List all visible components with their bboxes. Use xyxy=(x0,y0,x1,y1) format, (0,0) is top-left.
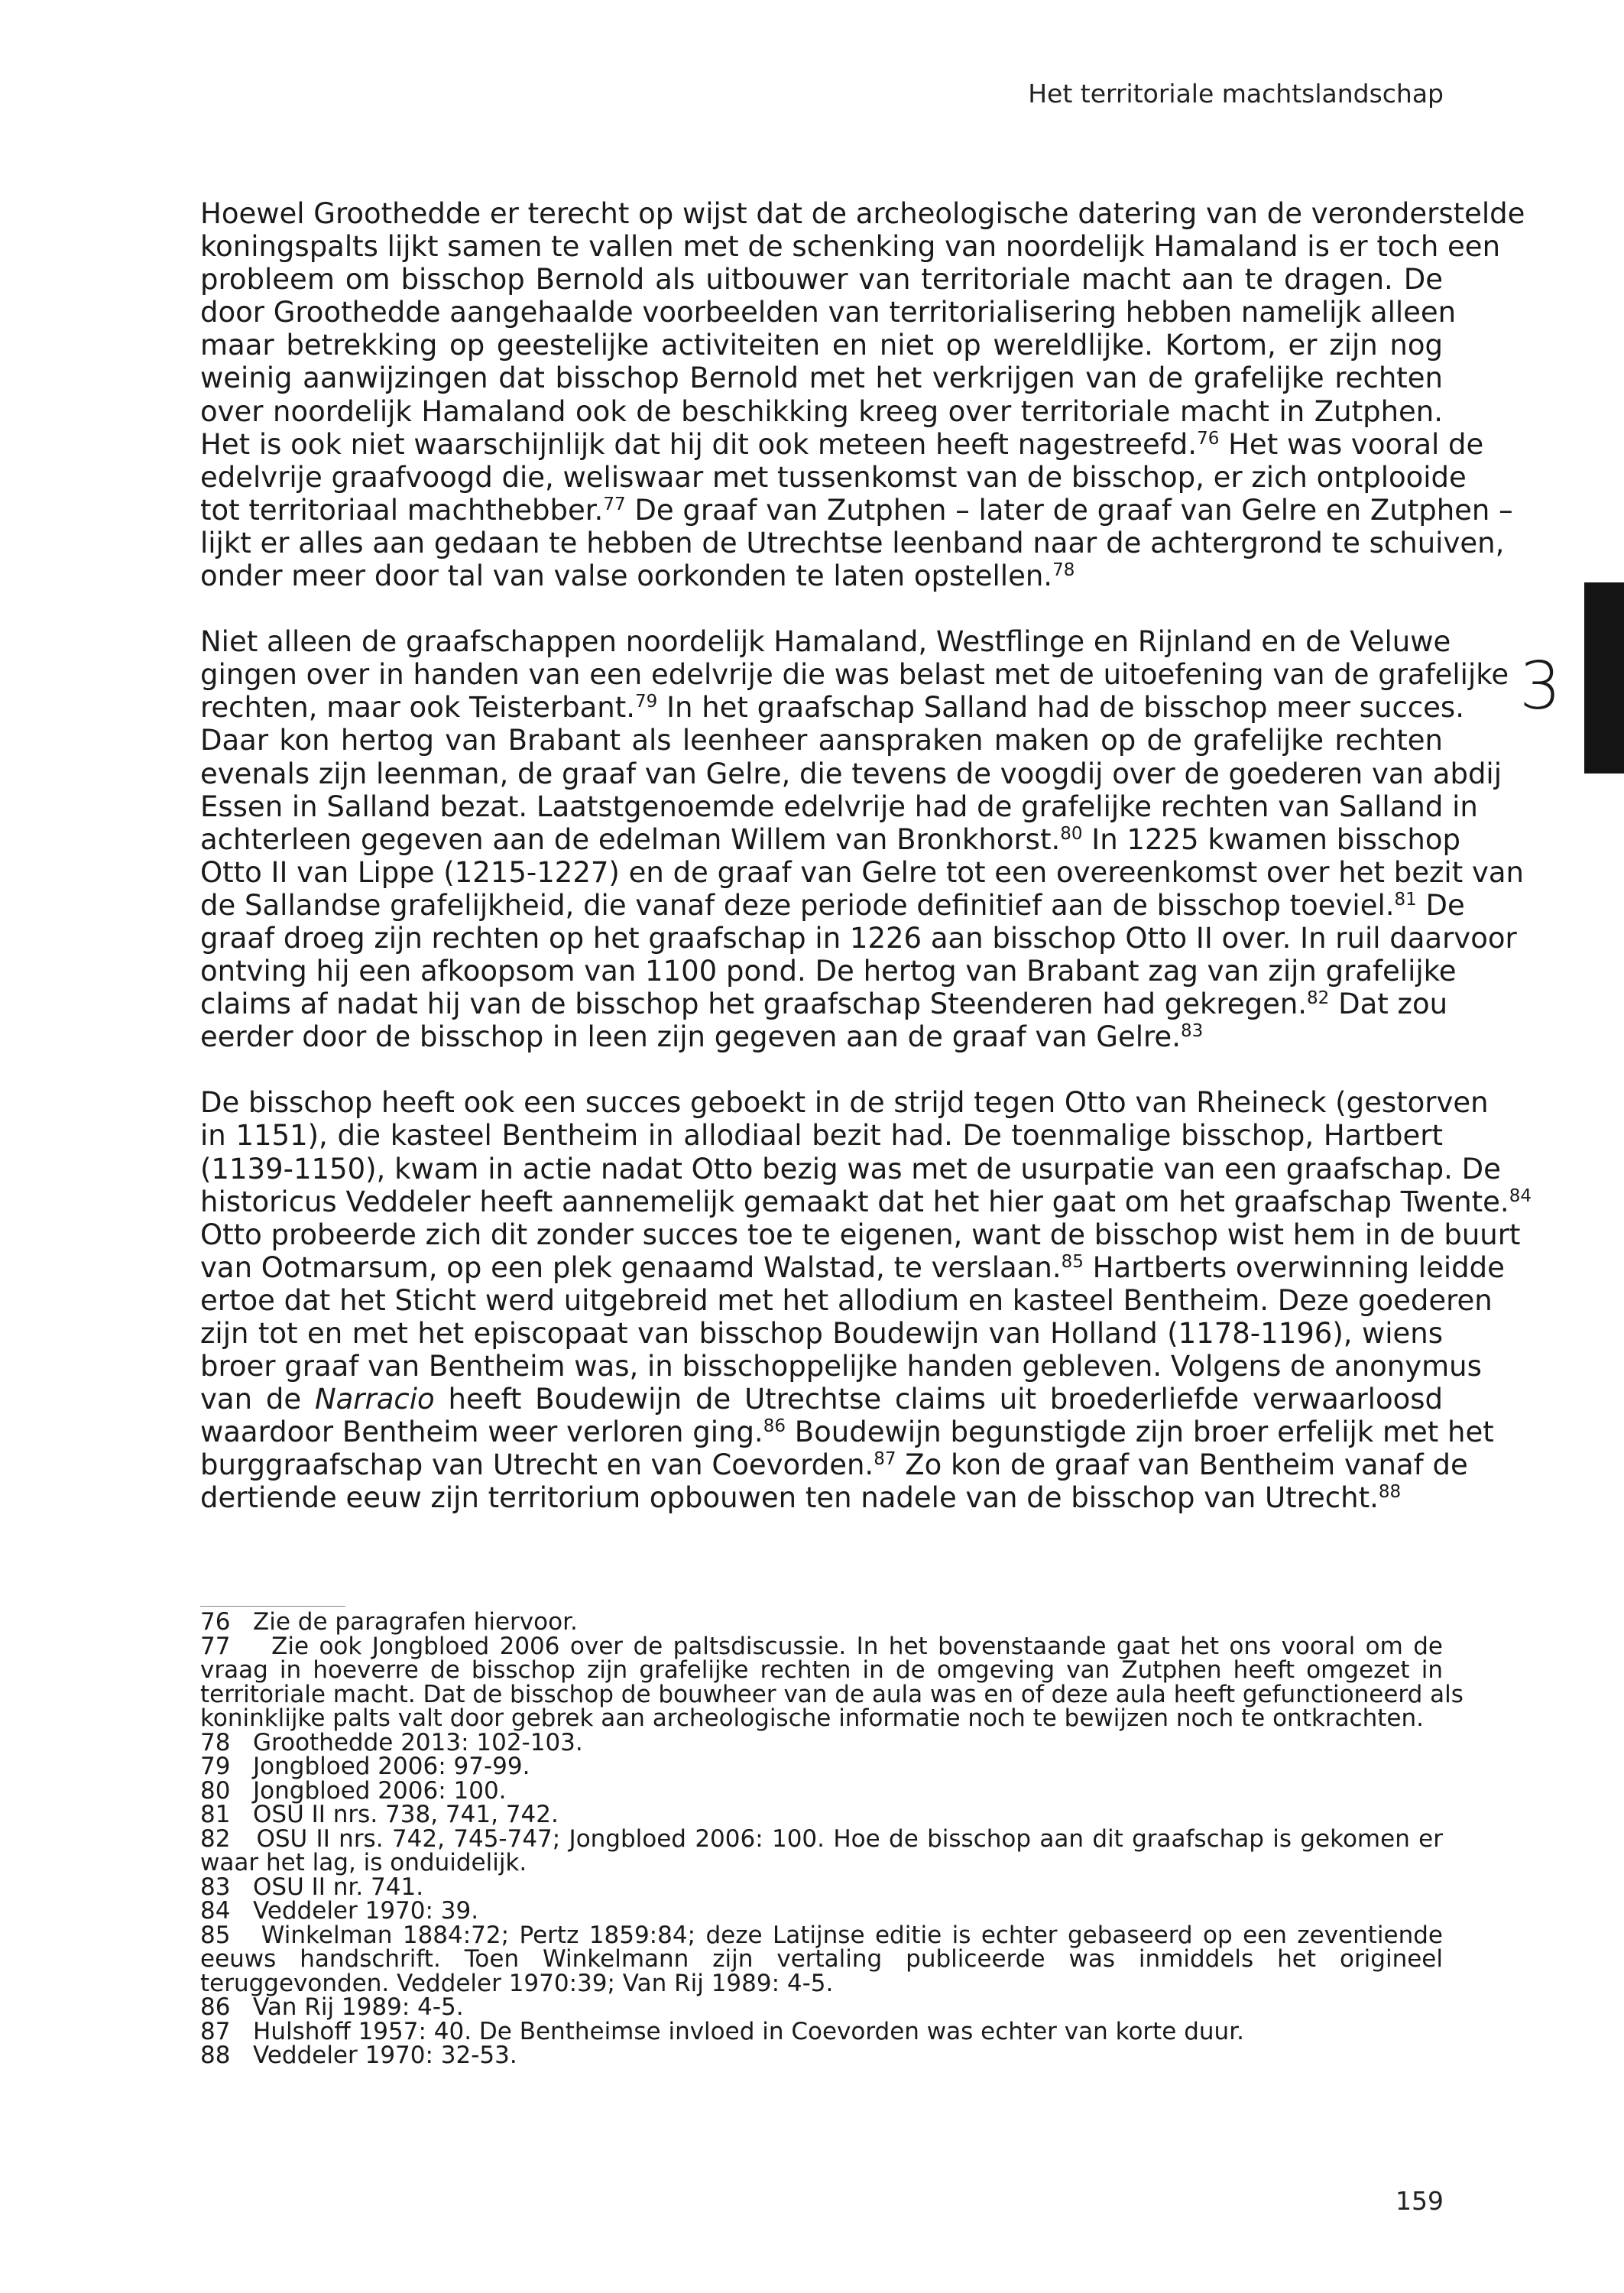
text-line: ontving hij een afkoopsom van 1100 pond. De hertog van Brabant zag van zijn grafelijke xyxy=(200,955,1457,988)
footnote-76 xyxy=(200,1610,1443,1635)
footnote-line: 77 Zie ook Jongbloed 2006 over de paltsdiscussie. In het bovenstaande gaat het ons vooral om de xyxy=(200,1632,1443,1660)
footnote-line: 85 Winkelman 1884:72; Pertz 1859:84; deze Latijnse editie is echter gebaseerd op een zeventiende xyxy=(200,1921,1444,1949)
footnote-81 xyxy=(200,1803,1443,1828)
text-line: evenals zijn leenman, de graaf van Gelre, die tevens de voogdij over de goederen van abdij xyxy=(200,757,1502,790)
text-line: van de Narracio heeft Boudewijn de Utrechtse claims uit broederliefde verwaarloosd xyxy=(200,1383,1443,1416)
text-line: maar betrekking op geestelijke activiteiten en niet op wereldlijke. Kortom, er zijn nog xyxy=(200,329,1443,362)
footnote-line: 87 Hulshoff 1957: 40. De Bentheimse invloed in Coevorden was echter van korte duur. xyxy=(200,2017,1244,2045)
footnote-84 xyxy=(200,1899,1443,1924)
text-line: dertiende eeuw zijn territorium opbouwen ten nadele van de bisschop van Utrecht.$^{88}$ xyxy=(200,1481,1402,1515)
text-line: Essen in Salland bezat. Laatstgenoemde edelvrije had de grafelijke rechten van Salland in xyxy=(200,790,1478,823)
footnote-ref[interactable]: 87 xyxy=(874,1449,896,1470)
page-number: 159 xyxy=(1395,2186,1444,2216)
text-line: Otto probeerde zich dit zonder succes toe te eigenen, want de bisschop wist hem in de buurt xyxy=(200,1218,1521,1251)
footnote-line: 80 Jongbloed 2006: 100. xyxy=(200,1776,507,1805)
text-line: Otto II van Lippe (1215-1227) en de graaf van Gelre tot een overeenkomst over het bezit van xyxy=(200,855,1524,889)
footnote-88 xyxy=(200,2044,1443,2068)
text-line: zijn tot en met het episcopaat van bisschop Boudewijn van Holland (1178-1196), wiens xyxy=(200,1317,1443,1350)
footnote-line: territoriale macht. Dat de bisschop de bouwheer van de aula was en of deze aula heeft gefunctioneerd als xyxy=(200,1680,1464,1708)
footnote-ref[interactable]: 84 xyxy=(1509,1185,1532,1206)
running-header: Het territoriale machtslandschap xyxy=(1028,79,1444,109)
chapter-number: 3 xyxy=(1519,648,1561,725)
text-line: Het is ook niet waarschijnlijk dat hij dit ook meteen heeft nagestreefd.$^{76}$ Het was vooral de xyxy=(200,427,1484,461)
text-line: broer graaf van Bentheim was, in bisschoppelijke handen gebleven. Volgens de anonymus xyxy=(200,1350,1482,1383)
text-line: De bisschop heeft ook een succes geboekt in de strijd tegen Otto van Rheineck (gestorven xyxy=(200,1086,1489,1120)
chapter-tab-marker xyxy=(1584,582,1624,774)
footnote-ref[interactable]: 80 xyxy=(1060,823,1083,844)
footnote-ref[interactable]: 83 xyxy=(1180,1021,1204,1042)
footnote-85 xyxy=(200,1921,1444,1997)
text-line: onder meer door tal van valse oorkonden te laten opstellen.$^{78}$ xyxy=(200,559,1075,593)
footnote-line: 82 OSU II nrs. 742, 745-747; Jongbloed 2006: 100. Hoe de bisschop aan dit graafschap is gekomen er xyxy=(200,1824,1444,1853)
text-line: eerder door de bisschop in leen zijn gegeven aan de graaf van Gelre.$^{83}$ xyxy=(200,1020,1204,1054)
footnote-82 xyxy=(200,1824,1444,1876)
text-line: tot territoriaal machthebber.$^{77}$ De graaf van Zutphen – later de graaf van Gelre en Zutphen – xyxy=(200,493,1513,527)
text-line: weinig aanwijzingen dat bisschop Bernold met het verkrijgen van de grafelijke rechten xyxy=(200,362,1443,395)
footnote-line: vraag in hoeverre de bisschop zijn grafelijke rechten in de omgeving van Zutphen heeft omgezet in xyxy=(200,1656,1443,1684)
text-line: koningspalts lijkt samen te vallen met de schenking van noordelijk Hamaland is er toch een xyxy=(200,230,1501,264)
footnote-78 xyxy=(200,1728,1443,1756)
footnote-line: 78 Groothedde 2013: 102-103. xyxy=(200,1728,583,1756)
footnote-line: waar het lag, is onduidelijk. xyxy=(200,1849,527,1876)
paragraph xyxy=(200,197,1525,593)
footnote-ref[interactable]: 78 xyxy=(1052,560,1075,581)
footnote-line: 88 Veddeler 1970: 32-53. xyxy=(200,2042,517,2069)
footnote-87 xyxy=(200,2017,1443,2045)
footnote-line: eeuws handschrift. Toen Winkelmann zijn vertaling publiceerde was inmiddels het origineel xyxy=(200,1945,1443,1973)
text-line: achterleen gegeven aan de edelman Willem van Bronkhorst.$^{80}$ In 1225 kwamen bisschop xyxy=(200,822,1460,856)
text-line: de Sallandse grafelijkheid, die vanaf deze periode definitief aan de bisschop toeviel.$^{81}$ De xyxy=(200,888,1465,922)
text-line: probleem om bisschop Bernold als uitbouwer van territoriale macht aan te dragen. De xyxy=(200,263,1443,297)
footnote-divider xyxy=(200,1606,345,1607)
text-line: (1139-1150), kwam in actie nadat Otto bezig was met de usurpatie van een graafschap. De xyxy=(200,1152,1501,1185)
main-text xyxy=(200,197,1532,1548)
footnote-line: teruggevonden. Veddeler 1970:39; Van Rij 1989: 4-5. xyxy=(200,1969,834,1997)
footnote-line: 83 OSU II nr. 741. xyxy=(200,1873,424,1901)
footnote-79 xyxy=(200,1755,1443,1779)
work-title: Narracio xyxy=(314,1383,435,1416)
footnote-ref[interactable]: 88 xyxy=(1378,1482,1402,1503)
footnote-77 xyxy=(200,1632,1464,1732)
text-line: van Ootmarsum, op een plek genaamd Walstad, te verslaan.$^{85}$ Hartberts overwinning leidde xyxy=(200,1250,1505,1284)
text-line: gingen over in handen van een edelvrije die was belast met de uitoefening van de grafelijke xyxy=(200,658,1509,692)
footnote-line: 86 Van Rij 1989: 4-5. xyxy=(200,1993,464,2021)
footnote-line: 84 Veddeler 1970: 39. xyxy=(200,1897,479,1925)
footnote-ref[interactable]: 86 xyxy=(763,1416,786,1437)
footnote-line: koninklijke palts valt door gebrek aan archeologische informatie noch te bewijzen noch te ontkrachten. xyxy=(200,1704,1424,1732)
footnotes xyxy=(200,1608,1464,2069)
text-line: in 1151), die kasteel Bentheim in allodiaal bezit had. De toenmalige bisschop, Hartbert xyxy=(200,1119,1443,1153)
text-line: rechten, maar ook Teisterbant.$^{79}$ In het graafschap Salland had de bisschop meer succes. xyxy=(200,691,1464,725)
paragraph xyxy=(200,625,1524,1054)
footnote-line: 79 Jongbloed 2006: 97-99. xyxy=(200,1753,530,1780)
footnote-86 xyxy=(200,1993,1443,2021)
text-line: Niet alleen de graafschappen noordelijk Hamaland, Westflinge en Rijnland en de Veluwe xyxy=(200,625,1451,659)
footnote-ref[interactable]: 79 xyxy=(635,692,658,712)
text-line: Hoewel Groothedde er terecht op wijst dat de archeologische datering van de veronderstelde xyxy=(200,197,1525,230)
paragraph xyxy=(200,1086,1532,1515)
text-line: claims af nadat hij van de bisschop het graafschap Steenderen had gekregen.$^{82}$ Dat zou xyxy=(200,988,1448,1021)
text-line: waardoor Bentheim weer verloren ging.$^{86}$ Boudewijn begunstigde zijn broer erfelijk met het xyxy=(200,1416,1494,1449)
footnote-ref[interactable]: 77 xyxy=(603,494,626,514)
footnote-83 xyxy=(200,1873,1443,1901)
text-line: ertoe dat het Sticht werd uitgebreid met het allodium en kasteel Bentheim. Deze goederen xyxy=(200,1283,1493,1317)
text-line: over noordelijk Hamaland ook de beschikking kreeg over territoriale macht in Zutphen. xyxy=(200,394,1443,428)
text-line: lijkt er alles aan gedaan te hebben de Utrechtse leenband naar de achtergrond te schuiven, xyxy=(200,526,1505,559)
footnote-line: 76 Zie de paragrafen hiervoor. xyxy=(200,1608,578,1636)
text-line: historicus Veddeler heeft aannemelijk gemaakt dat het hier gaat om het graafschap Twente.$^{84}$ xyxy=(200,1185,1532,1218)
text-line: Daar kon hertog van Brabant als leenheer aanspraken maken op de grafelijke rechten xyxy=(200,724,1443,757)
footnote-ref[interactable]: 81 xyxy=(1394,889,1417,910)
text-line: graaf droeg zijn rechten op het graafschap in 1226 aan bisschop Otto II over. In ruil daarvoor xyxy=(200,921,1517,955)
footnote-ref[interactable]: 76 xyxy=(1197,428,1220,449)
footnote-80 xyxy=(200,1776,1443,1805)
text-line: burggraafschap van Utrecht en van Coevorden.$^{87}$ Zo kon de graaf van Bentheim vanaf de xyxy=(200,1448,1468,1482)
text-line: door Groothedde aangehaalde voorbeelden van territorialisering hebben namelijk alleen xyxy=(200,296,1457,329)
footnote-ref[interactable]: 85 xyxy=(1061,1251,1084,1272)
footnote-ref[interactable]: 82 xyxy=(1307,988,1330,1009)
text-line: edelvrije graafvoogd die, weliswaar met tussenkomst van de bisschop, er zich ontplooide xyxy=(200,460,1467,494)
footnote-line: 81 OSU II nrs. 738, 741, 742. xyxy=(200,1801,559,1828)
